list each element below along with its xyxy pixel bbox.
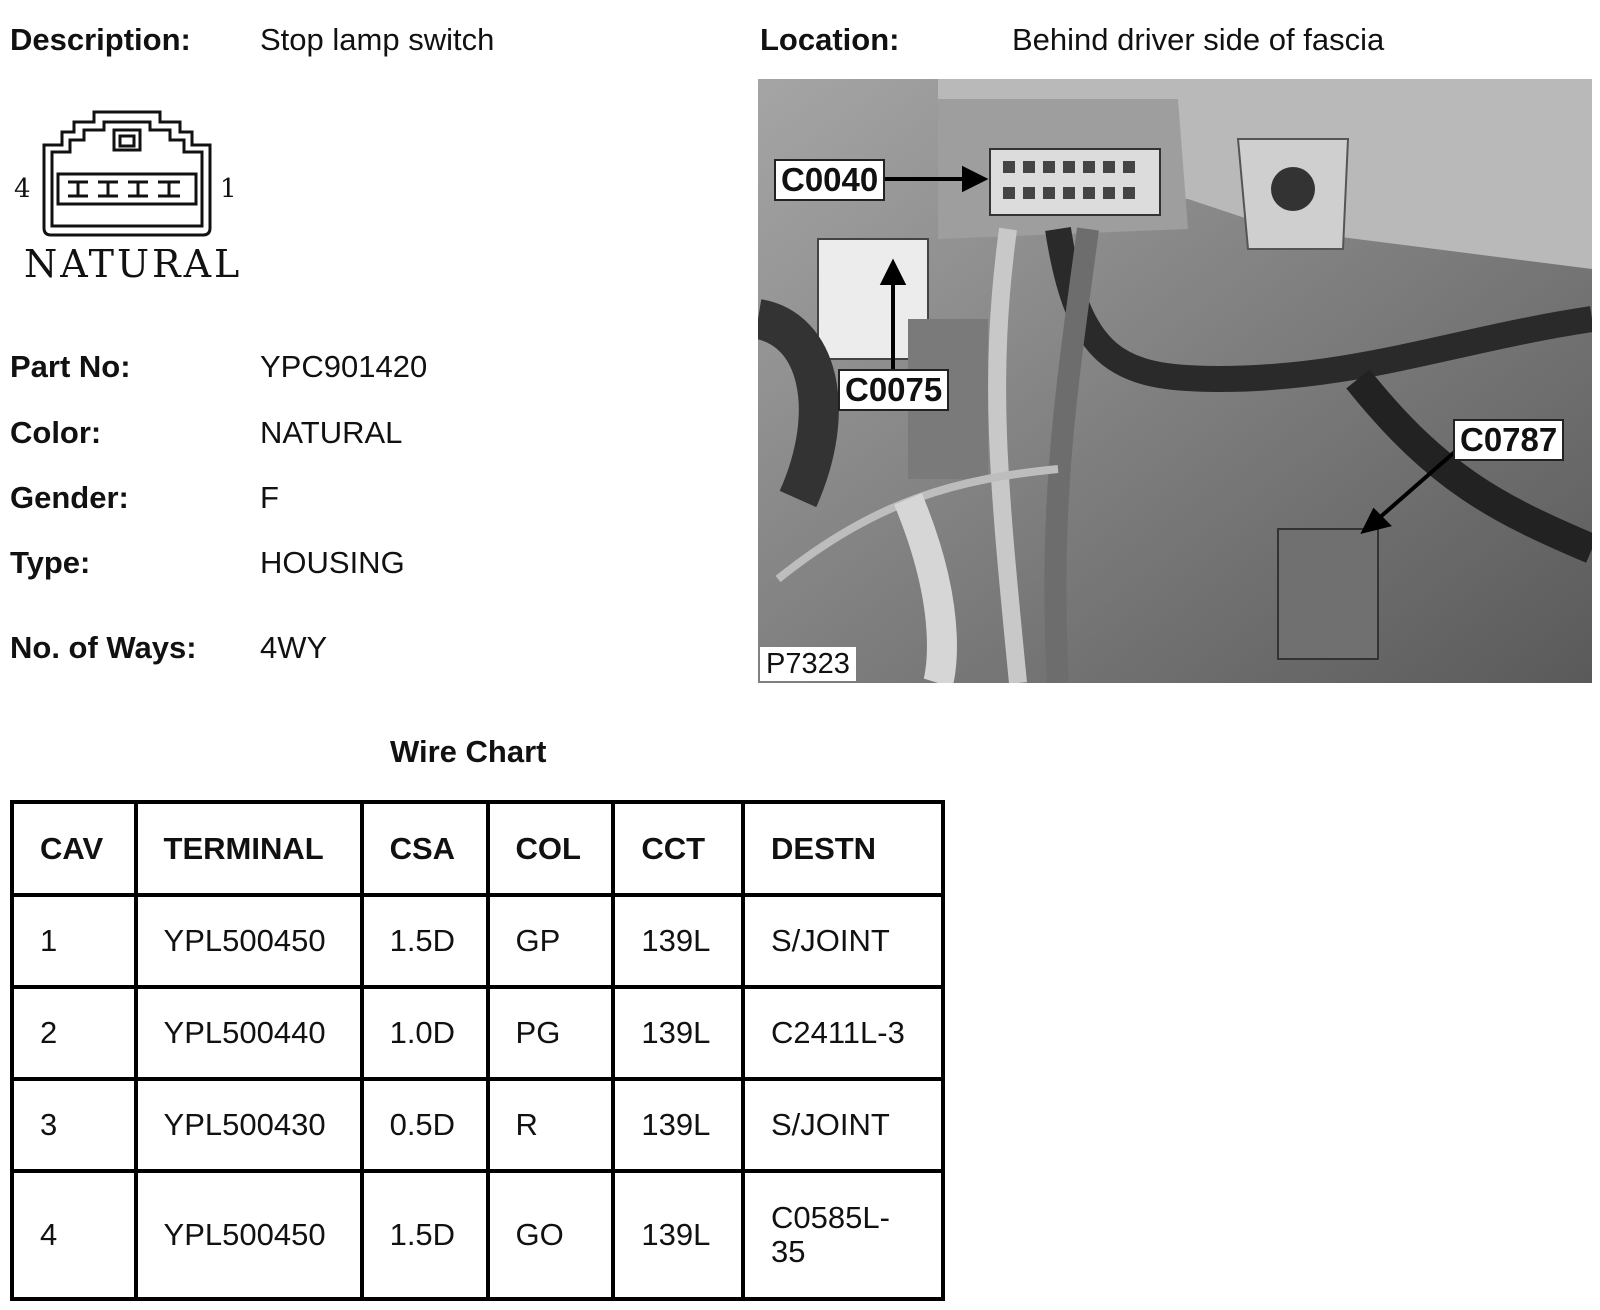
table-row [12,987,943,1079]
cell-destn: C0585L-35 [743,1171,943,1299]
cell-csa: 1.0D [362,987,488,1079]
cell-destn: S/JOINT [743,1079,943,1171]
pin-number-right: 1 [220,174,237,204]
cell-cct: 139L [613,895,743,987]
cell-cav: 2 [12,987,136,1079]
cell-cct: 139L [613,987,743,1079]
callout-c0075: C0075 [838,369,949,411]
wire-chart-table [10,800,945,1301]
cell-col: R [488,1079,614,1171]
col-header-cct: CCT [613,802,743,895]
col-header-col: COL [488,802,614,895]
description-label: Description: [10,22,191,57]
cell-cct: 139L [613,1079,743,1171]
table-row [12,895,943,987]
wire-chart-title: Wire Chart [390,734,547,769]
col-header-csa: CSA [362,802,488,895]
cell-terminal: YPL500450 [136,895,362,987]
table-header-row [12,802,943,895]
gender-value: F [260,480,279,515]
cell-cav: 4 [12,1171,136,1299]
col-header-cav: CAV [12,802,136,895]
pin-number-left: 4 [14,174,31,204]
cell-destn: S/JOINT [743,895,943,987]
cell-col: PG [488,987,614,1079]
callout-c0040: C0040 [774,159,885,201]
callout-c0787: C0787 [1453,419,1564,461]
cell-cav: 1 [12,895,136,987]
part-no-label: Part No: [10,349,131,384]
cell-terminal: YPL500450 [136,1171,362,1299]
connector-face-diagram [10,110,243,290]
photo-reference-code: P7323 [760,647,856,681]
location-label: Location: [760,22,900,57]
no-of-ways-label: No. of Ways: [10,630,197,665]
type-value: HOUSING [260,545,405,580]
cell-col: GO [488,1171,614,1299]
type-label: Type: [10,545,91,580]
location-photo [758,79,1592,683]
col-header-destn: DESTN [743,802,943,895]
location-value: Behind driver side of fascia [1012,22,1385,57]
col-header-terminal: TERMINAL [136,802,362,895]
cell-cct: 139L [613,1171,743,1299]
cell-terminal: YPL500430 [136,1079,362,1171]
description-value: Stop lamp switch [260,22,495,57]
table-row [12,1171,943,1299]
cell-destn: C2411L-3 [743,987,943,1079]
connector-color-label: NATURAL [24,242,243,286]
cell-terminal: YPL500440 [136,987,362,1079]
color-value: NATURAL [260,415,403,450]
gender-label: Gender: [10,480,129,515]
cell-cav: 3 [12,1079,136,1171]
cell-csa: 1.5D [362,895,488,987]
cell-csa: 1.5D [362,1171,488,1299]
part-no-value: YPC901420 [260,349,428,384]
cell-col: GP [488,895,614,987]
cell-csa: 0.5D [362,1079,488,1171]
connector-face-icon [10,110,240,250]
no-of-ways-value: 4WY [260,630,328,665]
color-label: Color: [10,415,102,450]
table-row [12,1079,943,1171]
